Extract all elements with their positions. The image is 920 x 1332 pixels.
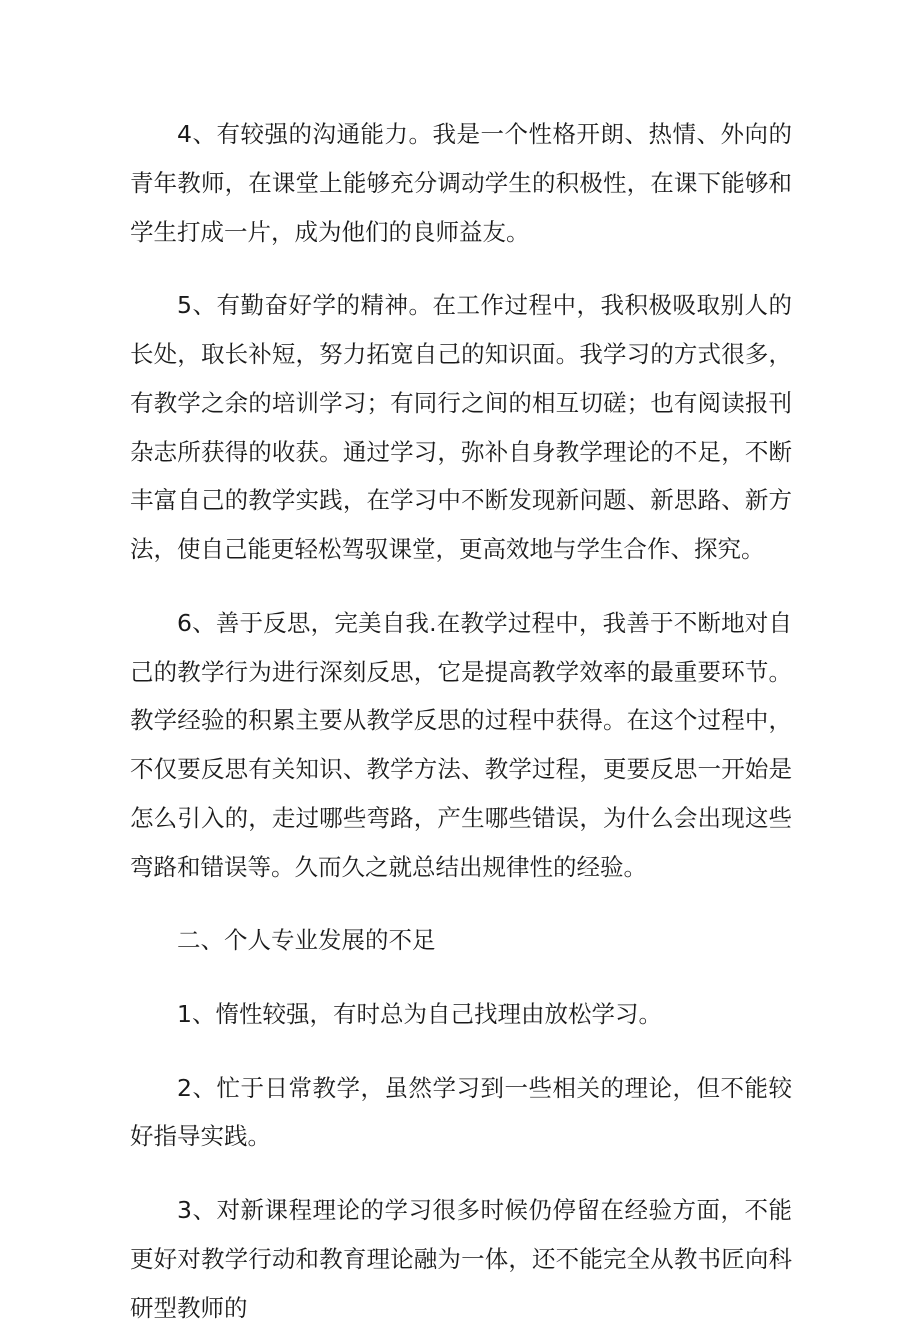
paragraph-spacer bbox=[130, 1161, 792, 1186]
shortcoming-item-laziness: 1、惰性较强，有时总为自己找理由放松学习。 bbox=[177, 999, 662, 1028]
shortcoming-item-new-curriculum: 3、对新课程理论的学习很多时候仍停留在经验方面，不能更好对教学行动和教育理论融为一体，还不能完全从教书匠向科研型教师的 bbox=[130, 1195, 792, 1322]
paragraph-diligent-learning: 5、有勤奋好学的精神。在工作过程中，我积极吸取别人的长处，取长补短，努力拓宽自己的知识面。我学习的方式很多，有教学之余的培训学习；有同行之间的相互切磋；也有阅读报刊杂志所获得的收获。通过学习，弥补自身教学理论的不足，不断丰富自己的教学实践，在学习中不断发现新问题、新思路、新方法，使自己能更轻松驾驭课堂，更高效地与学生合作、探究。 bbox=[130, 291, 792, 564]
paragraph-spacer bbox=[130, 256, 792, 281]
paragraph-spacer bbox=[130, 574, 792, 599]
paragraph-spacer bbox=[130, 1039, 792, 1064]
document-body bbox=[130, 110, 792, 1332]
paragraph-spacer bbox=[130, 965, 792, 990]
section-heading-shortcomings: 二、个人专业发展的不足 bbox=[177, 926, 436, 955]
paragraph-communication-ability: 4、有较强的沟通能力。我是一个性格开朗、热情、外向的青年教师，在课堂上能够充分调动学生的积极性，在课下能够和学生打成一片，成为他们的良师益友。 bbox=[130, 120, 792, 246]
paragraph-spacer bbox=[130, 892, 792, 917]
paragraph-self-reflection: 6、善于反思，完美自我.在教学过程中，我善于不断地对自己的教学行为进行深刻反思，它是提高教学效率的最重要环节。教学经验的积累主要从教学反思的过程中获得。在这个过程中，不仅要反思有关知识、教学方法、教学过程，更要反思一开始是怎么引入的，走过哪些弯路，产生哪些错误，为什么会出现这些弯路和错误等。久而久之就总结出规律性的经验。 bbox=[130, 608, 792, 881]
shortcoming-item-theory-practice: 2、忙于日常教学，虽然学习到一些相关的理论，但不能较好指导实践。 bbox=[130, 1073, 792, 1151]
